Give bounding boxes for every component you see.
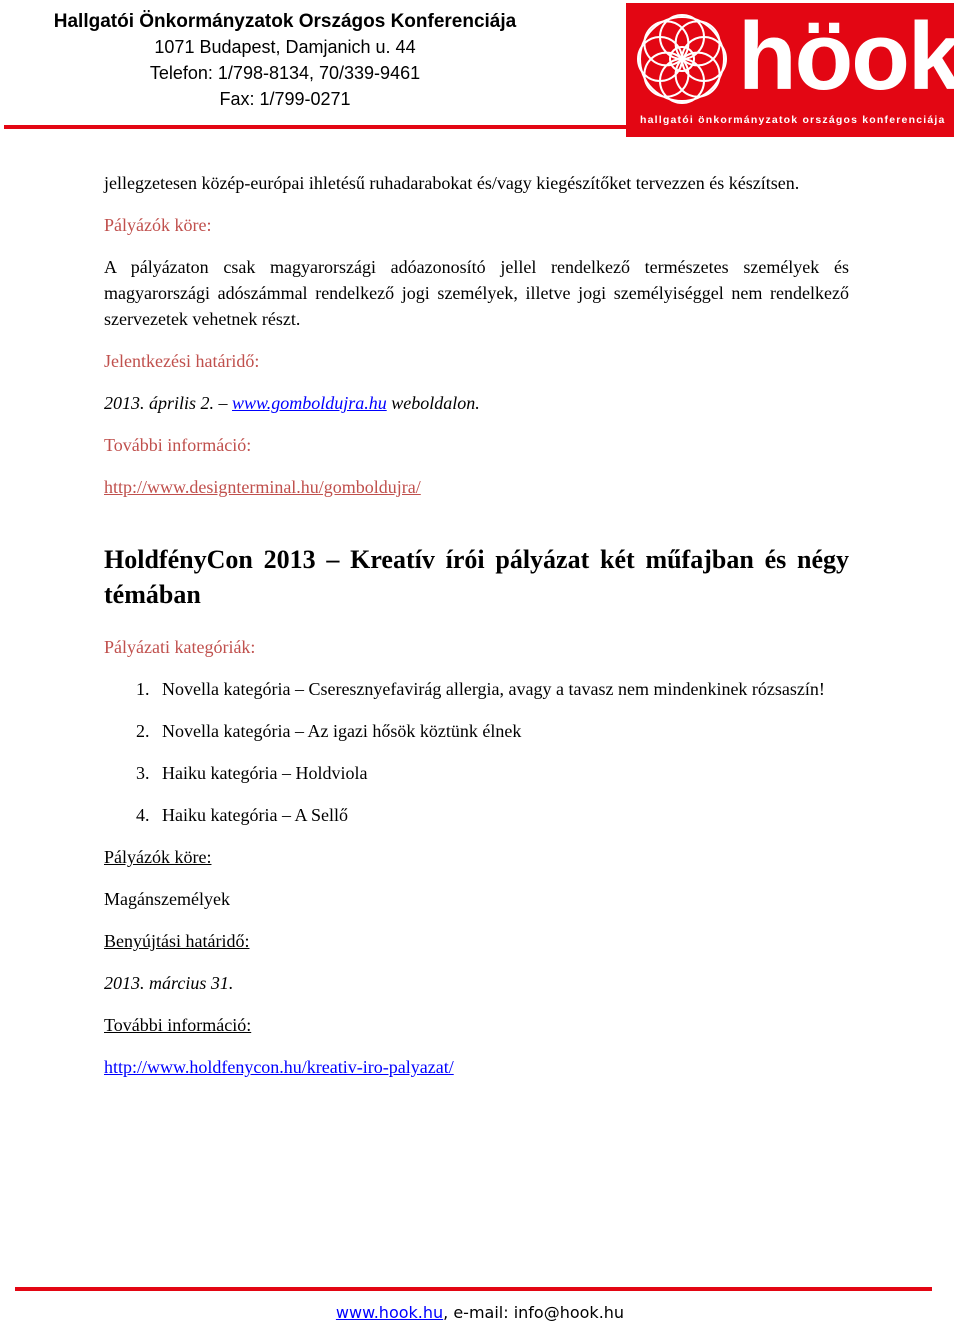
eligibility-label: Pályázók köre: [104, 215, 212, 235]
info-link-line [104, 474, 849, 500]
info-label: További információ: [104, 435, 252, 455]
hook-logo [626, 3, 960, 137]
list-item: 1. Novella kategória – Cseresznyefavirág allergia, avagy a tavasz nem mindenkinek rózsaszín! [136, 679, 825, 699]
logo-tagline: hallgatói önkormányzatok országos konferenciája [640, 114, 946, 126]
org-fax: Fax: 1/799-0271 [219, 89, 351, 109]
submission-deadline-date: 2013. március 31. [104, 973, 234, 993]
holdfenycon-link[interactable]: http://www.holdfenycon.hu/kreativ-iro-palyazat/ [104, 1057, 454, 1077]
eligibility-label-2: Pályázók köre: [104, 847, 212, 867]
eligibility-value-2: Magánszemélyek [104, 889, 230, 909]
footer-web-link[interactable]: www.hook.hu [335, 1303, 444, 1322]
deadline-date: 2013. április 2. – [104, 393, 228, 413]
list-item: 3. Haiku kategória – Holdviola [136, 763, 368, 783]
footer-email: , e-mail: info@hook.hu [443, 1303, 625, 1322]
eligibility-paragraph: A pályázaton csak magyarországi adóazonosító jellel rendelkező természetes személyek és magyarországi adószámmal rendelkező jogi személyek, illetve jogi személyiséggel nem rendelkező szervezetek vehetnek részt. [104, 257, 849, 329]
deadline-suffix: weboldalon. [391, 393, 480, 413]
info-label-2: További információ: [104, 1015, 252, 1035]
logo-wordmark: höok [738, 3, 960, 110]
submission-deadline-label: Benyújtási határidő: [104, 931, 250, 951]
designterminal-link[interactable]: http://www.designterminal.hu/gomboldujra/ [104, 477, 421, 497]
list-item: 4. Haiku kategória – A Sellő [136, 805, 348, 825]
footer-divider [15, 1287, 932, 1291]
org-phone: Telefon: 1/798-8134, 70/339-9461 [149, 63, 421, 83]
intro-paragraph: jellegzetesen közép-európai ihletésű ruhadarabokat és/vagy kiegészítőket tervezzen és készítsen. [104, 173, 800, 193]
org-name: Hallgatói Önkormányzatok Országos Konferenciája [53, 11, 517, 32]
holdfenycon-heading: HoldfényCon 2013 – Kreatív írói pályázat két műfajban és négy témában [104, 545, 849, 609]
org-address: 1071 Budapest, Damjanich u. 44 [154, 37, 416, 57]
footer [0, 1302, 960, 1324]
rosette-icon [626, 3, 738, 115]
info-link-line-2 [104, 1054, 849, 1080]
deadline-label: Jelentkezési határidő: [104, 351, 260, 371]
gomboldujra-link[interactable]: www.gomboldujra.hu [232, 393, 387, 413]
categories-label: Pályázati kategóriák: [104, 637, 256, 657]
document-body [104, 170, 849, 1080]
list-item: 2. Novella kategória – Az igazi hősök köztünk élnek [136, 721, 522, 741]
deadline-line [104, 390, 849, 416]
header-divider [4, 125, 626, 129]
categories-list [104, 676, 849, 828]
header-contact [30, 10, 540, 112]
